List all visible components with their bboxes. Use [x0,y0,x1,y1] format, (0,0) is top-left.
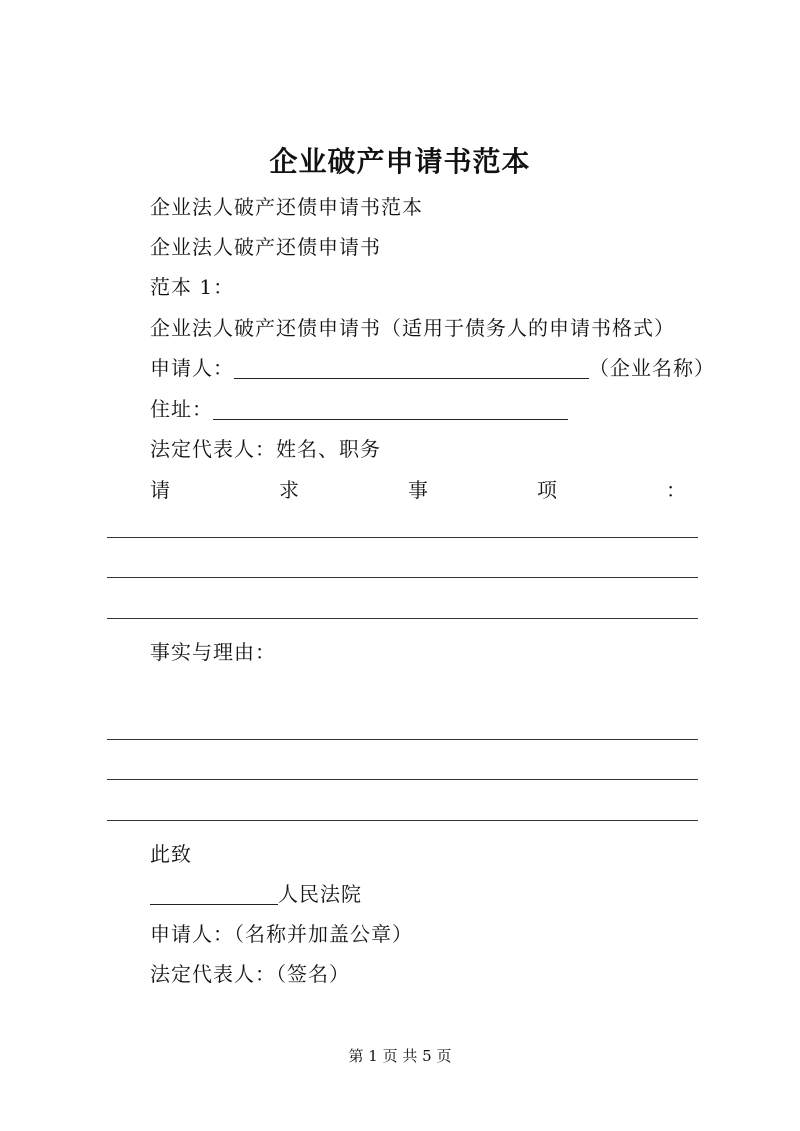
claims-char: 事 [408,478,429,502]
claims-blank-line[interactable] [107,618,698,619]
page-number: 第 1 页 共 5 页 [348,1047,452,1065]
facts-blank-line[interactable] [107,739,698,740]
claims-blank-line[interactable] [107,537,698,538]
signature-applicant: 申请人：（名称并加盖公章） [150,922,413,946]
applicant-suffix: （企业名称） [589,356,715,380]
applicant-label: 申请人： [150,356,234,380]
claims-char: 项 [537,478,558,502]
legal-representative-line: 法定代表人：姓名、职务 [150,437,381,461]
sample-label: 范本 1： [150,275,235,299]
facts-blank-line[interactable] [107,779,698,780]
court-suffix: 人民法院 [278,882,362,906]
claims-char: 请 [150,478,171,502]
court-name-field[interactable] [150,884,278,905]
address-field[interactable] [213,399,568,420]
claims-heading [150,476,687,504]
claims-char: ： [666,478,687,502]
applicant-name-field[interactable] [234,358,589,379]
signature-representative: 法定代表人：（签名） [150,962,350,986]
address-label: 住址： [150,397,213,421]
document-title: 企业破产申请书范本 [269,145,531,178]
claims-blank-line[interactable] [107,577,698,578]
heading: 企业法人破产还债申请书 [150,235,381,259]
claims-char: 求 [279,478,300,502]
applicant-line [150,354,715,382]
form-title: 企业法人破产还债申请书（适用于债务人的申请书格式） [150,316,675,340]
facts-label: 事实与理由： [150,640,276,664]
closing: 此致 [150,842,192,866]
subtitle: 企业法人破产还债申请书范本 [150,195,423,219]
court-line [150,880,362,908]
facts-blank-line[interactable] [107,820,698,821]
address-line [150,395,568,423]
